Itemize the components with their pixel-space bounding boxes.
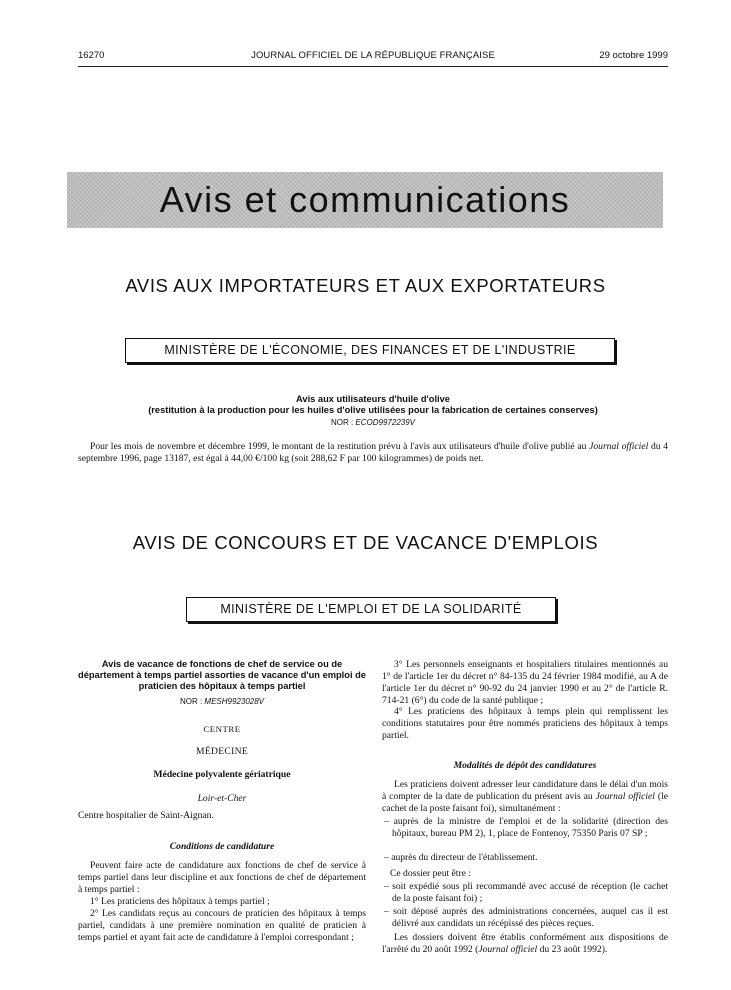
journal-title: JOURNAL OFFICIEL DE LA RÉPUBLIQUE FRANÇAISE [251, 50, 495, 61]
hospital-name: Centre hospitalier de Saint-Aignan. [78, 810, 214, 821]
dossier-dash-2: – soit déposé auprès des administrations concernées, auquel cas il est délivré aux candidats un récépissé des pièces reçues. [384, 906, 668, 929]
discipline-label: MÉDECINE [196, 746, 248, 757]
nor-code: ECOD9972239V [355, 418, 416, 427]
page-number: 16270 [78, 50, 105, 61]
vacancy-notice-title: Avis de vacance de fonctions de chef de service ou de département à temps partiel assorties de vacance d'un emploi de praticien des hôpitaux à temps partiel [78, 659, 366, 691]
condition-item-1: 1° Les praticiens des hôpitaux à temps partiel ; [90, 896, 270, 907]
vacancy-nor-label: NOR : [179, 697, 205, 706]
condition-item-2: 2° Les candidats reçus au concours de praticien des hôpitaux à temps partiel, candidats à une première nomination en qualité de praticien à temps partiel et ayant fait acte de candidature à l'emploi correspondant ; [78, 908, 366, 943]
ministry-box-economie: MINISTÈRE DE L'ÉCONOMIE, DES FINANCES ET DE L'INDUSTRIE [125, 338, 615, 363]
department-label: Loir-et-Cher [197, 793, 247, 804]
final-part1: Les dossiers doivent être établis conformément aux dispositions de l'arrêté du 20 août 1992 ( [382, 932, 668, 955]
conditions-intro: Peuvent faire acte de candidature aux fonctions de chef de service à temps partiel dans leur discipline et aux fonctions de chef de département à temps partiel : [78, 860, 366, 895]
section-heading-import-export: AVIS AUX IMPORTATEURS ET AUX EXPORTATEURS [125, 275, 606, 296]
page-header [78, 50, 668, 66]
specialty-label: Médecine polyvalente gériatrique [153, 769, 291, 780]
olive-notice-body [78, 441, 668, 465]
dossier-final [382, 932, 668, 956]
final-part2: du 23 août 1992). [537, 944, 608, 955]
vacancy-nor-reference [78, 697, 366, 706]
final-journal: Journal officiel [478, 944, 538, 955]
section-banner [67, 172, 663, 228]
dossier-dash-1: – soit expédié sous pli recommandé avec accusé de réception (le cachet de la poste faisant foi) ; [384, 881, 668, 904]
conditions-heading: Conditions de candidature [169, 841, 275, 852]
condition-item-3: 3° Les personnels enseignants et hospitaliers titulaires mentionnés au 1° de l'article 1er du décret n° 84-135 du 24 février 1984 modifié, au A de l'article 1er du décret n° 90-92 du 24 janvier 1990 et au 2° de l'article R. 714-21 (6°) du code de la santé publique ; [382, 659, 668, 706]
condition-item-4: 4° Les praticiens des hôpitaux à temps plein qui remplissent les conditions statutaires pour être nommés praticiens des hôpitaux à temps partiel. [382, 706, 668, 741]
banner-title: Avis et communications [159, 179, 571, 220]
header-rule [78, 66, 668, 67]
notice-subtitle: (restitution à la production pour les huiles d'olive utilisées pour la fabrication de certaines conserves) [148, 405, 598, 415]
region-label: CENTRE [203, 724, 241, 734]
olive-body-journal: Journal officiel [589, 441, 649, 452]
section-heading-concours: AVIS DE CONCOURS ET DE VACANCE D'EMPLOIS [132, 532, 599, 553]
notice-title: Avis aux utilisateurs d'huile d'olive [296, 394, 450, 404]
submission-dash-1: – auprès de la ministre de l'emploi et de la solidarité (direction des hôpitaux, bureau PM 2), 1, place de Fontenoy, 75350 Paris 07 SP ; [384, 816, 668, 839]
nor-reference [78, 418, 668, 427]
submission-dash-2: – auprès du directeur de l'établissement. [384, 852, 538, 863]
olive-body-part1: Pour les mois de novembre et décembre 1999, le montant de la restitution prévu à l'avis aux utilisateurs d'huile d'olive publié au [90, 441, 590, 452]
dossier-peut-etre: Ce dossier peut être : [390, 868, 471, 879]
ministry-box-emploi: MINISTÈRE DE L'EMPLOI ET DE LA SOLIDARITÉ [186, 597, 556, 622]
nor-label: NOR : [330, 418, 356, 427]
modalites-intro [382, 779, 668, 815]
modalites-intro-part2: (le cachet de la poste faisant foi), simultanément : [382, 791, 668, 814]
olive-body-part2: du 4 septembre 1996, page 13187, est égal à 44,00 €/100 kg (soit 288,62 F par 100 kilogrammes) de poids net. [78, 441, 669, 464]
modalites-intro-part1: Les praticiens doivent adresser leur candidature dans le délai d'un mois à compter de la date de publication du présent avis au [382, 779, 668, 802]
vacancy-nor-code: MESH9923028V [204, 697, 265, 706]
publication-date: 29 octobre 1999 [599, 50, 668, 61]
modalites-intro-journal: Journal officiel [595, 791, 655, 802]
modalites-heading: Modalités de dépôt des candidatures [453, 760, 597, 771]
